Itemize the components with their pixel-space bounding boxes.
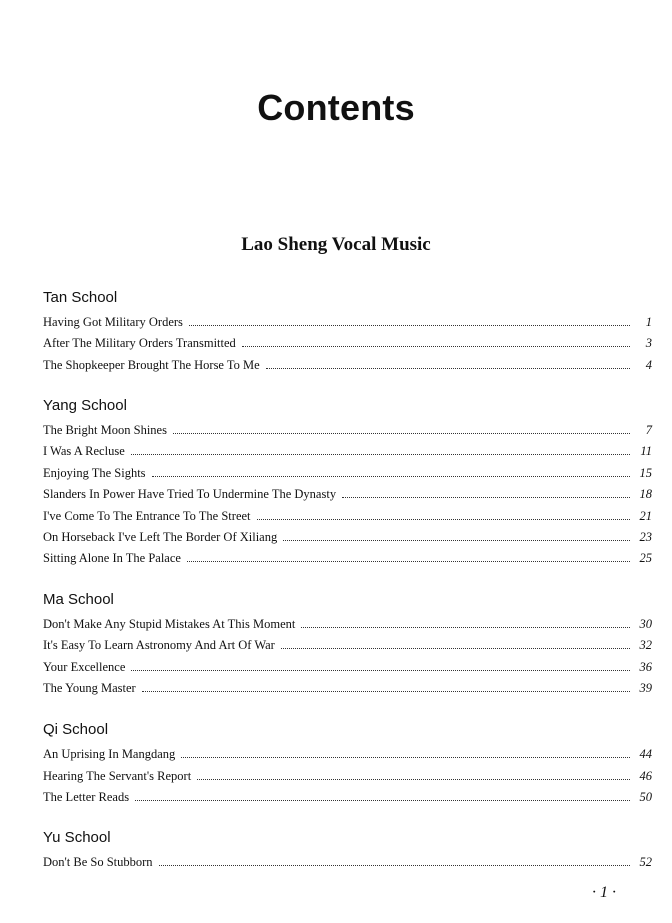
toc-entry-title: The Bright Moon Shines [43, 423, 167, 437]
toc-entry[interactable] [43, 678, 652, 698]
section-title: Lao Sheng Vocal Music [241, 234, 431, 255]
toc-entry-title: The Shopkeeper Brought The Horse To Me [43, 358, 260, 372]
dot-leader [152, 476, 630, 477]
dot-leader [266, 368, 630, 369]
school-heading-qi: Qi School [43, 721, 109, 738]
toc-entry-page: 30 [639, 617, 652, 631]
toc-entry-page: 36 [639, 660, 652, 674]
toc-entry-page: 46 [639, 769, 652, 783]
toc-entry-page: 23 [639, 530, 652, 544]
toc-entry[interactable] [43, 484, 652, 504]
school-heading-tan: Tan School [43, 289, 118, 306]
toc-entry[interactable] [43, 463, 652, 483]
toc-entry-title: It's Easy To Learn Astronomy And Art Of War [43, 638, 275, 652]
toc-entry-page: 32 [639, 638, 652, 652]
dot-leader [301, 627, 630, 628]
dot-leader [283, 540, 630, 541]
school-heading-yang: Yang School [43, 397, 127, 414]
toc-entry[interactable] [43, 657, 652, 677]
toc-entry-title: Slanders In Power Have Tried To Undermine The Dynasty [43, 487, 337, 501]
toc-entry-page: 52 [639, 855, 652, 869]
toc-entry-page: 44 [639, 747, 652, 761]
toc-entry-title: Having Got Military Orders [43, 315, 183, 329]
toc-entry[interactable] [43, 312, 652, 332]
toc-entry-page: 39 [639, 681, 652, 695]
dot-leader [197, 779, 630, 780]
toc-entry[interactable] [43, 420, 652, 440]
toc-entry-page: 4 [645, 358, 652, 372]
toc-entry-title: Hearing The Servant's Report [43, 769, 192, 783]
toc-entry-title: On Horseback I've Left The Border Of Xiliang [43, 530, 278, 544]
toc-entry[interactable] [43, 527, 652, 547]
page-title: Contents [257, 87, 415, 128]
toc-entry-title: An Uprising In Mangdang [43, 747, 176, 761]
dot-leader [142, 691, 630, 692]
toc-entry-page: 15 [639, 466, 652, 480]
toc-entry-title: Don't Be So Stubborn [43, 855, 153, 869]
toc-entry-page: 7 [645, 423, 652, 437]
toc-entry[interactable] [43, 333, 652, 353]
toc-entry-page: 3 [645, 336, 652, 350]
dot-leader [242, 346, 630, 347]
toc-entry-title: Sitting Alone In The Palace [43, 551, 181, 565]
toc-entry-title: I Was A Recluse [43, 444, 125, 458]
school-heading-yu: Yu School [43, 829, 111, 846]
toc-entry[interactable] [43, 787, 652, 807]
page-number: · 1 · [592, 884, 616, 901]
dot-leader [189, 325, 630, 326]
dot-leader [173, 433, 630, 434]
toc-entry[interactable] [43, 852, 652, 872]
toc-entry[interactable] [43, 635, 652, 655]
toc-entry[interactable] [43, 744, 652, 764]
toc-entry-page: 18 [639, 487, 652, 501]
dot-leader [159, 865, 630, 866]
toc-entry-title: The Young Master [43, 681, 136, 695]
dot-leader [131, 454, 630, 455]
toc-entry[interactable] [43, 355, 652, 375]
toc-entry[interactable] [43, 548, 652, 568]
dot-leader [181, 757, 630, 758]
school-heading-ma: Ma School [43, 591, 114, 608]
toc-entry[interactable] [43, 766, 652, 786]
toc-entry-page: 50 [639, 790, 652, 804]
toc-entry-page: 11 [640, 444, 652, 458]
toc-entry-title: I've Come To The Entrance To The Street [43, 509, 251, 523]
dot-leader [281, 648, 630, 649]
toc-entry-page: 21 [639, 509, 652, 523]
toc-entry-title: Don't Make Any Stupid Mistakes At This Moment [43, 617, 296, 631]
toc-entry-page: 1 [645, 315, 652, 329]
toc-entry[interactable] [43, 441, 652, 461]
toc-entry-title: After The Military Orders Transmitted [43, 336, 236, 350]
toc-entry-page: 25 [639, 551, 652, 565]
toc-entry[interactable] [43, 614, 652, 634]
toc-entry-title: Enjoying The Sights [43, 466, 146, 480]
toc-entry-title: The Letter Reads [43, 790, 130, 804]
dot-leader [342, 497, 630, 498]
toc-entry-title: Your Excellence [43, 660, 126, 674]
toc-entry[interactable] [43, 506, 652, 526]
dot-leader [257, 519, 630, 520]
dot-leader [131, 670, 630, 671]
dot-leader [135, 800, 630, 801]
dot-leader [187, 561, 630, 562]
